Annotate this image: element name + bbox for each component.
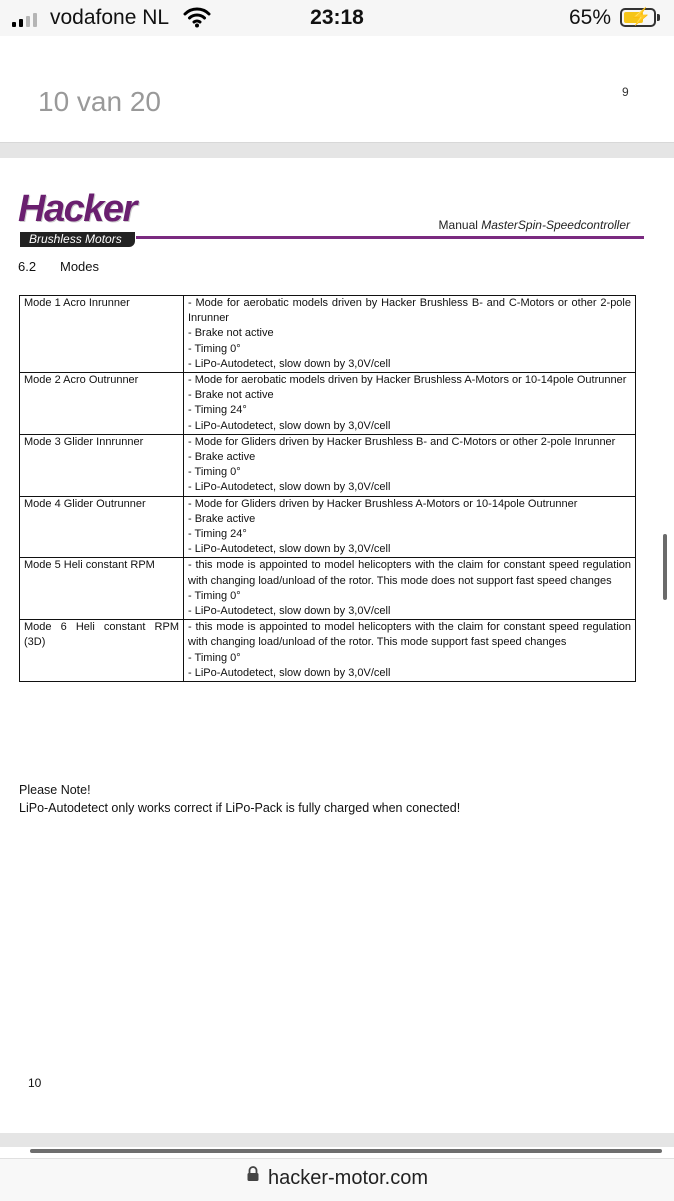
manual-name: MasterSpin-Speedcontroller — [481, 218, 630, 232]
status-bar — [0, 0, 674, 36]
modes-table — [19, 295, 636, 682]
address-bar[interactable] — [0, 1158, 674, 1201]
table-row — [20, 558, 636, 620]
mode-description-line: - Brake not active — [188, 327, 274, 340]
page-footer-number: 10 — [28, 1076, 42, 1090]
carrier-name: vodafone NL — [50, 6, 170, 29]
mode-description-line: - this mode is appointed to model helicopters with the claim for constant speed regulation with changing load/unload of the rotor. This mode does not support fast speed changes — [188, 559, 631, 587]
manual-title — [300, 218, 630, 232]
hacker-logo — [18, 188, 136, 248]
mode-name-cell: Mode 3 Glider Innrunner — [20, 434, 184, 496]
mode-description-line: - LiPo-Autodetect, slow down by 3,0V/cell — [188, 666, 391, 679]
mode-description-line: - LiPo-Autodetect, slow down by 3,0V/cell — [188, 543, 391, 556]
table-row — [20, 296, 636, 373]
table-row — [20, 373, 636, 435]
pdf-page[interactable] — [0, 158, 674, 1133]
url-domain[interactable]: hacker-motor.com — [267, 1167, 429, 1189]
mode-description-cell — [184, 496, 636, 558]
table-row — [20, 496, 636, 558]
mode-description-line: - LiPo-Autodetect, slow down by 3,0V/cell — [188, 605, 391, 618]
mode-description-line: - Brake active — [188, 451, 256, 464]
section-number: 6.2 — [18, 259, 37, 274]
mode-description-line: - Brake not active — [188, 389, 274, 402]
mode-description-line: - Timing 24° — [188, 404, 247, 417]
pdf-viewer-header — [0, 36, 674, 146]
page-separator — [0, 142, 674, 159]
table-row — [20, 434, 636, 496]
mode-description-line: - Mode for aerobatic models driven by Hacker Brushless B- and C-Motors or other 2-pole Inrunner — [188, 297, 631, 325]
note-title: Please Note! — [19, 783, 91, 797]
mode-description-line: - LiPo-Autodetect, slow down by 3,0V/cell — [188, 419, 391, 432]
mode-description-line: - Timing 0° — [188, 651, 241, 664]
battery-tip — [657, 14, 660, 21]
clock: 23:18 — [310, 6, 364, 29]
mode-description-cell — [184, 558, 636, 620]
section-heading — [18, 259, 99, 274]
mode-description-line: - Timing 0° — [188, 466, 241, 479]
mode-description-line: - LiPo-Autodetect, slow down by 3,0V/cell — [188, 357, 391, 370]
mode-name-cell: Mode 6 Heli constant RPM (3D) — [20, 620, 184, 682]
mode-description-line: - Timing 0° — [188, 342, 241, 355]
battery-charging-icon: ⚡ — [620, 8, 656, 27]
page-separator-bottom — [0, 1133, 674, 1147]
mode-description-cell — [184, 373, 636, 435]
mode-description-line: - Mode for Gliders driven by Hacker Brushless A-Motors or 10-14pole Outrunner — [188, 497, 578, 510]
section-title: Modes — [60, 259, 100, 274]
battery-percentage: 65% — [569, 6, 612, 29]
note-text: LiPo-Autodetect only works correct if LiPo-Pack is fully charged when conected! — [19, 801, 461, 815]
mode-description-line: - Brake active — [188, 512, 256, 525]
table-row — [20, 620, 636, 682]
mode-description-cell — [184, 434, 636, 496]
mode-description-line: - LiPo-Autodetect, slow down by 3,0V/cell — [188, 481, 391, 494]
note — [19, 781, 460, 817]
mode-description-line: - Timing 24° — [188, 528, 247, 541]
vertical-scrollbar[interactable] — [663, 534, 667, 600]
lock-icon — [246, 1165, 260, 1188]
mode-description-cell — [184, 620, 636, 682]
mode-description-line: - Mode for aerobatic models driven by Hacker Brushless A-Motors or 10-14pole Outrunner — [188, 374, 627, 387]
mode-description-line: - Timing 0° — [188, 589, 241, 602]
manual-prefix: Manual — [438, 218, 482, 232]
header-rule — [136, 236, 644, 239]
page-counter: 10 van 20 — [38, 86, 161, 117]
mode-name-cell: Mode 1 Acro Inrunner — [20, 296, 184, 373]
logo-band — [20, 232, 135, 247]
mode-description-cell — [184, 296, 636, 373]
mode-name-cell: Mode 2 Acro Outrunner — [20, 373, 184, 435]
horizontal-scrollbar[interactable] — [30, 1149, 662, 1153]
previous-page-number: 9 — [622, 85, 629, 99]
mode-description-line: - this mode is appointed to model helicopters with the claim for constant speed regulation with changing load/unload of the rotor. This mode support fast speed changes — [188, 621, 631, 649]
mode-name-cell: Mode 5 Heli constant RPM — [20, 558, 184, 620]
mode-description-line: - Mode for Gliders driven by Hacker Brushless B- and C-Motors or other 2-pole Inrunner — [188, 435, 616, 448]
logo-subtitle: Brushless Motors — [29, 232, 122, 246]
mode-name-cell: Mode 4 Glider Outrunner — [20, 496, 184, 558]
logo-wordmark: Hacker — [18, 188, 136, 230]
